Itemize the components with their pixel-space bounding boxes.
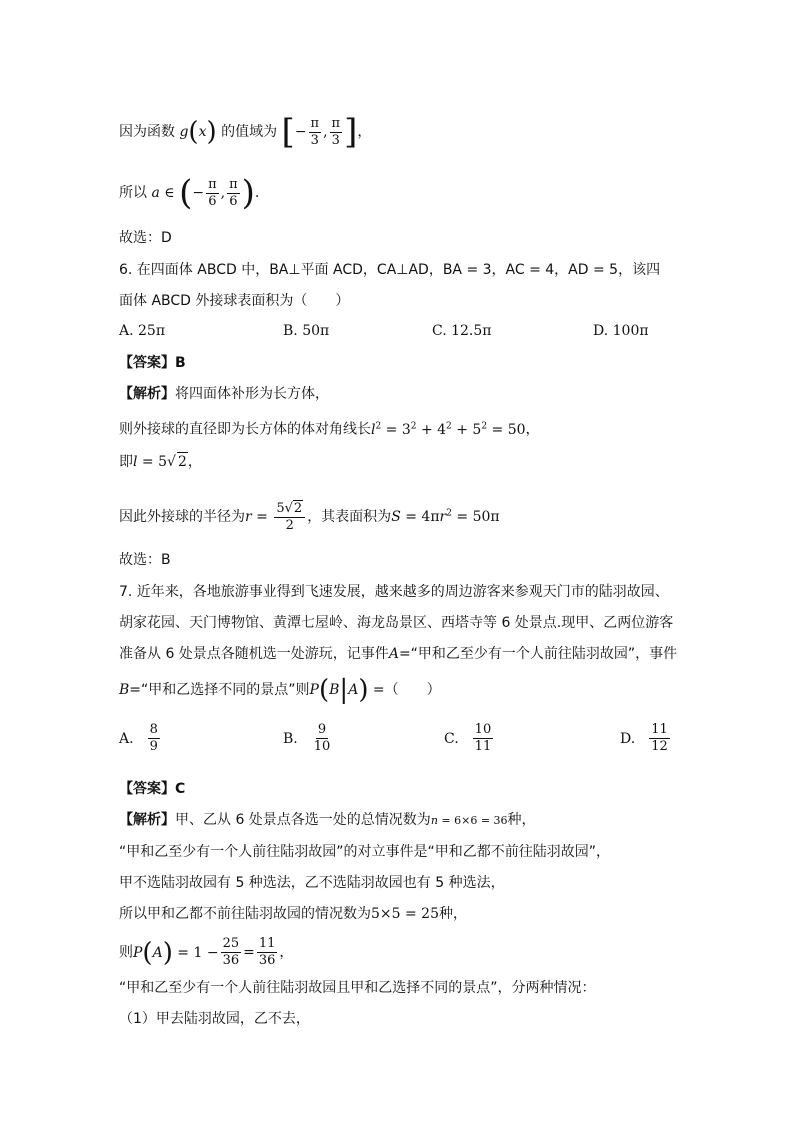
q7-stem-line-2: 胡家花园、天门博物馆、黄潭七屋岭、海龙岛景区、西塔寺等 6 处景点.现甲、乙两位游客 [119, 615, 674, 631]
q7-stem-line-3: 准备从 6 处景点各随机选一处游玩，记事件A=“甲和乙至少有一个人前往陆羽故园”，事件 [119, 646, 678, 662]
line-range-of-g: 因为函数 g(x) 的值域为 [− $\frac{\pi}{3}$ , $\frac{\pi}{3}$ ]， [119, 112, 372, 152]
formula-g-of-x: g [179, 124, 189, 140]
fraction-neg-pi-3: $\frac{\pi}{3}$ [310, 115, 320, 148]
q7-solution-line-6: “甲和乙至少有一个人前往陆羽故园且甲和乙选择不同的景点”，分两种情况： [119, 980, 596, 996]
fraction-11-36: $\frac{11}{36}$ [258, 936, 276, 968]
q7-option-b[interactable]: B. $\frac{9}{10}$ [283, 722, 331, 754]
q6-stem-line-1: 6. 在四面体 ABCD 中，BA⊥平面 ACD，CA⊥AD，BA = 3，AC = 4，AD = 5，该四 [119, 262, 661, 278]
q7-solution-line-2: “甲和乙至少有一个人前往陆羽故园”的对立事件是“甲和乙都不前往陆羽故园”， [119, 844, 611, 860]
line-so-a-in: 所以 a ∈ (− $\frac{\pi}{6}$ , $\frac{\pi}{6}$ ). [119, 173, 260, 213]
formula-total-cases: n = 6×6 = 36 [430, 814, 508, 827]
fraction-pi-3: $\frac{\pi}{3}$ [331, 115, 341, 148]
q7-stem-line-1: 7. 近年来，各地旅游事业得到飞速发展，越来越多的周边游客来参观天门市的陆羽故园、 [119, 584, 669, 600]
q6-option-c[interactable]: C. 12.5π [432, 323, 492, 339]
q6-solution-line-2: 则外接球的直径即为长方体的体对角线长$l^2 = 3^2 + 4^2 + 5^2 = 50$， [119, 421, 540, 438]
text-range-is: 的值域为 [221, 124, 278, 140]
fraction-pi-6: $\frac{\pi}{6}$ [229, 176, 238, 209]
q6-option-b[interactable]: B. 50π [283, 323, 330, 339]
fraction-neg-pi-6: $\frac{\pi}{6}$ [208, 176, 217, 209]
q6-option-a[interactable]: A. 25π [119, 323, 166, 339]
q6-stem-line-2: 面体 ABCD 外接球表面积为（ ） [119, 293, 350, 309]
q6-solution-line-4: 因此外接球的半径为r = $\frac{5√2}{2}$ ，其表面积为$S = 4\pi r^2 = 50\pi$ [119, 501, 500, 533]
q7-solution-line-1: 【解析】甲、乙从 6 处景点各选一处的总情况数为n = 6×6 = 36种， [119, 812, 536, 828]
q7-answer: 【答案】C [119, 781, 186, 797]
q7-solution-line-4: 所以甲和乙都不前往陆羽故园的情况数为5×5 = 25种， [119, 906, 467, 922]
q7-option-d[interactable]: D. $\frac{11}{12}$ [620, 722, 668, 754]
fraction-25-36: $\frac{25}{36}$ [222, 936, 240, 968]
text-so: 所以 [119, 185, 147, 201]
choice-b-line: 故选：B [119, 552, 171, 568]
fraction-radius: $\frac{5√2}{2}$ [274, 500, 305, 534]
q7-option-a[interactable]: A. $\frac{8}{9}$ [119, 722, 158, 754]
formula-probability-a: P(A) = 1 − [133, 937, 219, 968]
q7-solution-line-5: 则P(A) = 1 − $\frac{25}{36}$ = $\frac{11}{36}$ ， [119, 936, 294, 968]
formula-l-value: l = 5√ 2 [133, 454, 187, 470]
formula-neither-cases: 5×5 = 25 [371, 906, 439, 922]
q7-solution-line-7: （1）甲去陆羽故园，乙不去， [119, 1011, 310, 1027]
q7-option-c[interactable]: C. $\frac{10}{11}$ [444, 722, 492, 754]
text-because-function: 因为函数 [119, 124, 175, 140]
q6-option-d[interactable]: D. 100π [593, 323, 649, 339]
q6-solution-line-3: 即l = 5√ 2， [119, 454, 202, 470]
q6-solution-line-1: 【解析】将四面体补形为长方体， [119, 386, 329, 402]
q7-solution-line-3: 甲不选陆羽故园有 5 种选法，乙不选陆羽故园也有 5 种选法， [119, 875, 505, 891]
formula-diagonal: $l^2 = 3^2 + 4^2 + 5^2 = 50$ [371, 421, 526, 438]
formula-conditional-probability: P(B|A) = [309, 675, 385, 705]
choice-d-line: 故选：D [119, 230, 172, 246]
formula-surface-area: $S = 4\pi r^2 = 50\pi$ [391, 508, 500, 525]
q6-answer: 【答案】B [119, 355, 186, 371]
q7-stem-line-4: B=“甲和乙选择不同的景点”则P(B|A) =（ ） [119, 675, 441, 705]
